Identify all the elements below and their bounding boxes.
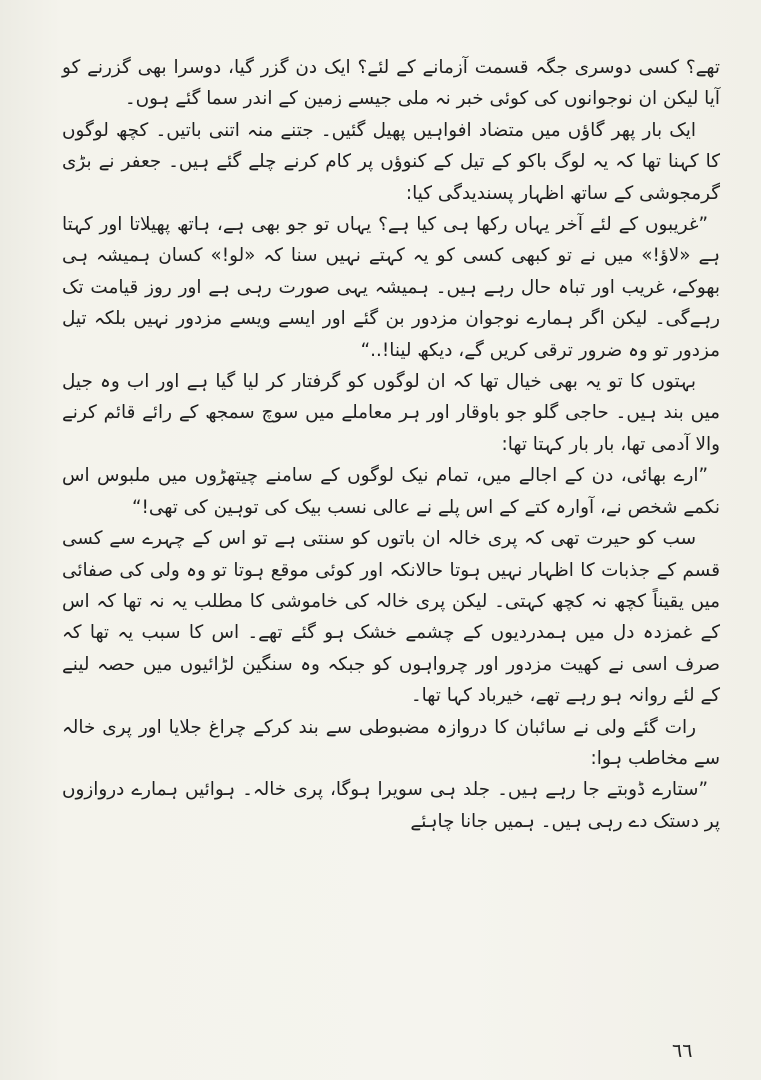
paragraph-4: بہتوں کا تو یہ بھی خیال تھا کہ ان لوگوں کو گرفتار کر لیا گیا ہے اور اب وہ جیل میں بند ہیں۔ حاجی گلو جو باوقار اور ہر معاملے میں سوچ سمجھ کے رائے قائم کرنے والا آدمی تھا، بار بار کہتا تھا: <box>62 371 720 455</box>
paragraph-2: ایک بار پھر گاؤں میں متضاد افواہیں پھیل گئیں۔ جتنے منہ اتنی باتیں۔ کچھ لوگوں کا کہنا تھا کہ یہ لوگ باکو کے تیل کے کنوؤں پر کام کرنے چلے گئے ہیں۔ جعفر نے بڑی گرمجوشی کے ساتھ اظہار پسندیدگی کیا: <box>62 119 720 204</box>
page-body-text <box>62 52 720 837</box>
paragraph-5-quote: ”ارے بھائی، دن کے اجالے میں، تمام نیک لوگوں کے سامنے چیتھڑوں میں ملبوس اس نکمے شخص نے، آوارہ کتے کے اس پلے نے عالی نسب بیک کی توہین کی تھی!“ <box>62 465 720 518</box>
paragraph-1: تھے؟ کسی دوسری جگہ قسمت آزمانے کے لئے؟ ایک دن گزر گیا، دوسرا بھی گزرنے کو آیا لیکن ان نوجوانوں کی کوئی خبر نہ ملی جیسے زمین کے اندر سما گئے ہوں۔ <box>62 57 720 110</box>
paragraph-8-quote: ”ستارے ڈوبتے جا رہے ہیں۔ جلد ہی سویرا ہوگا، پری خالہ۔ ہوائیں ہمارے دروازوں پر دستک دے رہی ہیں۔ ہمیں جانا چاہئے <box>62 779 720 832</box>
page-number: ٦٦ <box>672 1040 693 1062</box>
paragraph-7: رات گئے ولی نے سائبان کا دروازہ مضبوطی سے بند کرکے چراغ جلایا اور پری خالہ سے مخاطب ہوا: <box>62 716 720 769</box>
paragraph-6: سب کو حیرت تھی کہ پری خالہ ان باتوں کو سنتی ہے تو اس کے چہرے سے کسی قسم کے جذبات کا اظہار نہیں ہوتا حالانکہ اور کوئی موقع ہوتا تو وہ ولی کی صفائی میں یقیناً کچھ نہ کچھ کہتی۔ لیکن پری خالہ کی خاموشی کا مطلب یہ نہ تھا کہ اس کے غمزدہ دل میں ہمدردیوں کے چشمے خشک ہو گئے تھے۔ اس کا سبب یہ تھا کہ صرف اسی نے کھیت مزدور اور چرواہوں کو جبکہ وہ سنگین لڑائیوں میں حصہ لینے کے لئے روانہ ہو رہے تھے، خیرباد کہا تھا۔ <box>62 528 720 707</box>
paragraph-3-quote: ”غریبوں کے لئے آخر یہاں رکھا ہی کیا ہے؟ یہاں تو جو بھی ہے، ہاتھ پھیلاتا اور کہتا ہے «لاؤ!» میں نے تو کبھی کسی کو یہ کہتے نہیں سنا کہ «لو!» کسان ہمیشہ ہی بھوکے، غریب اور تباہ حال رہے ہیں۔ ہمیشہ یہی صورت رہی ہے اور روز قیامت تک رہےگی۔ لیکن اگر ہمارے نوجوان مزدور بن گئے اور ایسے ویسے مزدور نہیں بلکہ تیل مزدور تو وہ ضرور ترقی کریں گے، دیکھ لینا!..“ <box>62 214 720 361</box>
